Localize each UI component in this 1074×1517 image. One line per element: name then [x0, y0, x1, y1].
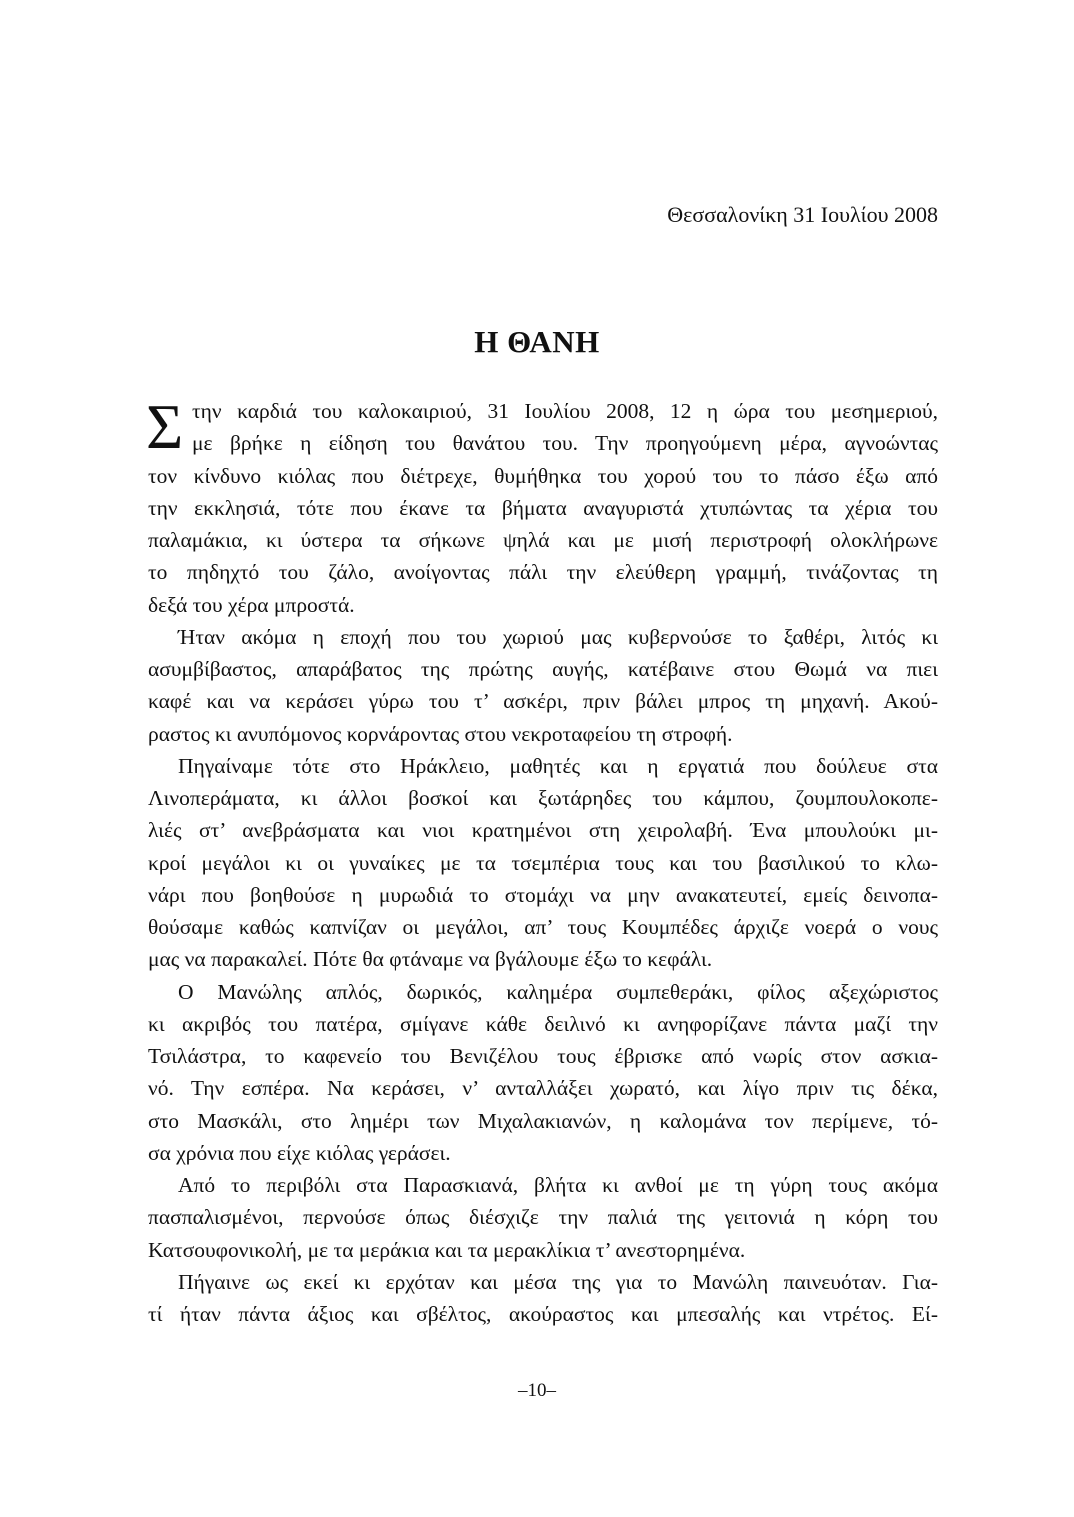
drop-cap: Σ [146, 391, 184, 462]
date-line: Θεσσαλονίκη 31 Ιουλίου 2008 [667, 202, 938, 227]
text-line: νάρι που βοηθούσε η μυρωδιά το στομάχι να μην ανακατευτεί, εμείς δεινοπα- [148, 882, 938, 907]
text-line: πασπαλισμένοι, περνούσε όπως διέσχιζε την παλιά της γειτονιά η κόρη του [148, 1205, 938, 1230]
text-line: το πηδηχτό του ζάλο, ανοίγοντας πάλι την ελεύθερη γραμμή, τινάζοντας τη [148, 560, 938, 585]
text-line: με βρήκε η είδηση του θανάτου του. Την προηγούμενη μέρα, αγνοώντας [192, 431, 938, 456]
text-line: παλαμάκια, κι ύστερα τα σήκωνε ψηλά και με μισή περιστροφή ολοκλήρωνε [148, 528, 938, 552]
text-line: την καρδιά του καλοκαιριού, 31 Ιουλίου 2008, 12 η ώρα του μεσημεριού, [192, 399, 938, 423]
text-line: θούσαμε καθώς καπνίζαν οι μεγάλοι, απ’ τους Κουμπέδες άρχιζε νοερά ο νους [148, 915, 938, 939]
text-line: Από το περιβόλι στα Παρασκιανά, βλήτα κι ανθοί με τη γύρη τους ακόμα [178, 1173, 938, 1197]
text-line: Τσιλάστρα, το καφενείο του Βενιζέλου τους έβρισκε από νωρίς στον ασκια- [148, 1044, 938, 1068]
text-line: ραστος κι ανυπόμονος κορνάροντας στου νεκροταφείου τη στροφή. [148, 721, 733, 746]
text-line: Ήταν ακόμα η εποχή που του χωριού μας κυβερνούσε το ξαθέρι, λιτός κι [178, 624, 938, 649]
text-line: στο Μασκάλι, στο λημέρι των Μιχαλακιανών, η καλομάνα τον περίμενε, τό- [148, 1108, 938, 1133]
text-line: λιές στ’ ανεβράσματα και νιοι κρατημένοι στη χειρολαβή. Ένα μπουλούκι μι- [148, 818, 938, 843]
text-line: Λινοπεράματα, κι άλλοι βοσκοί και ξωτάρηδες του κάμπου, ζουμπουλοκοπε- [148, 786, 938, 810]
text-line: Ο Μανώλης απλός, δωρικός, καλημέρα συμπεθεράκι, φίλος αξεχώριστος [178, 979, 938, 1004]
text-line: κροί μεγάλοι κι οι γυναίκες με τα τσεμπέρια τους και του βασιλικού το κλω- [148, 850, 938, 875]
text-line: Κατσουφονικολή, με τα μεράκια και τα μερακλίκια τ’ ανεστορημένα. [148, 1237, 746, 1262]
chapter-title: Η ΘΑΝΗ [474, 324, 600, 359]
text-line: νό. Την εσπέρα. Να κεράσει, ν’ ανταλλάξει χωρατό, και λίγο πριν τις δέκα, [148, 1076, 938, 1101]
text-line: κι ακριβός του πατέρα, σμίγανε κάθε δειλινό κι ανηφορίζανε πάντα μαζί την [148, 1011, 938, 1036]
body-text [146, 391, 938, 1330]
text-line: ασυμβίβαστος, απαράβατος της πρώτης αυγής, κατέβαινε στου Θωμά να πιει [148, 657, 938, 681]
text-line: Πήγαινε ως εκεί κι ερχόταν και μέσα της για το Μανώλη παινευόταν. Για- [178, 1269, 938, 1294]
text-line: τον κίνδυνο κιόλας που διέτρεχε, θυμήθηκα του χορού του το πάσο έξω από [148, 463, 938, 488]
text-line: Πηγαίναμε τότε στο Ηράκλειο, μαθητές και η εργατιά που δούλευε στα [178, 753, 938, 778]
page-number: –10– [518, 1380, 556, 1401]
text-line: την εκκλησιά, τότε που έκανε τα βήματα αναγυριστά χτυπώντας τα χέρια του [148, 495, 938, 520]
text-line: τί ήταν πάντα άξιος και σβέλτος, ακούραστος και μπεσαλής και ντρέτος. Εί- [148, 1302, 938, 1326]
text-line: μας να παρακαλεί. Πότε θα φτάναμε να βγάλουμε έξω το κεφάλι. [148, 947, 713, 972]
text-line: δεξά του χέρα μπροστά. [148, 592, 355, 617]
text-line: καφέ και να κεράσει γύρω του τ’ ασκέρι, πριν βάλει μπρος τη μηχανή. Ακού- [148, 689, 938, 714]
text-line: σα χρόνια που είχε κιόλας γεράσει. [148, 1140, 451, 1165]
